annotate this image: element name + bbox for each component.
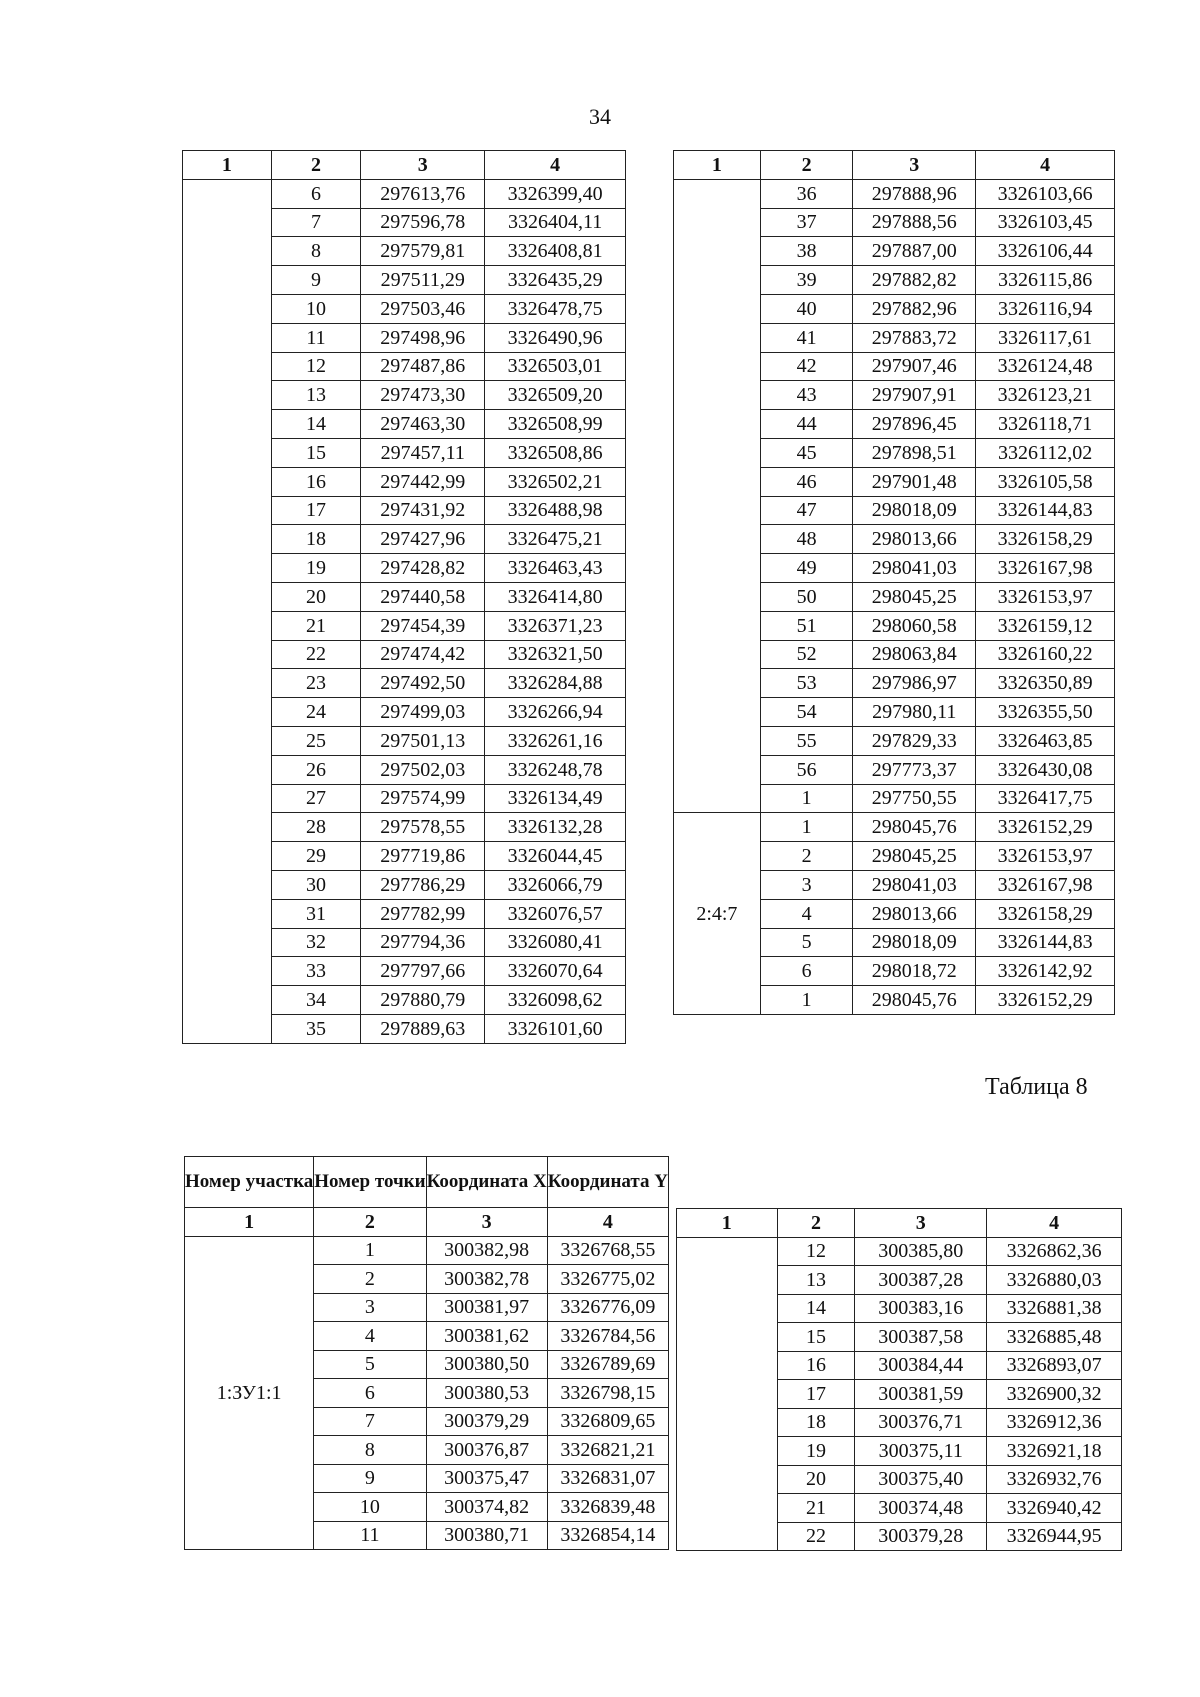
coordinates-table-bottom-right [676,1208,1122,1551]
point-number-cell: 21 [777,1494,855,1523]
coordinate-x-cell: 298018,09 [853,496,976,525]
point-number-cell: 14 [271,410,361,439]
coordinate-x-cell: 297786,29 [361,870,485,899]
point-number-cell: 10 [271,294,361,323]
coordinate-x-cell: 298045,76 [853,813,976,842]
coordinate-y-cell: 3326152,29 [976,986,1115,1015]
coordinate-y-cell: 3326784,56 [547,1322,668,1351]
coordinate-x-cell: 300381,59 [855,1380,987,1409]
table-body [183,179,626,1043]
table-row [183,179,626,208]
point-number-cell: 46 [760,467,853,496]
point-number-cell: 12 [777,1237,855,1266]
coordinate-x-cell: 297463,30 [361,410,485,439]
coordinate-y-cell: 3326080,41 [485,928,626,957]
coordinate-x-cell: 298018,72 [853,957,976,986]
point-number-cell: 11 [314,1521,426,1550]
coordinate-y-cell: 3326132,28 [485,813,626,842]
column-header: 1 [185,1208,314,1237]
point-number-cell: 6 [760,957,853,986]
coordinate-x-cell: 297473,30 [361,381,485,410]
coordinate-y-cell: 3326854,14 [547,1521,668,1550]
coordinate-x-cell: 300381,97 [426,1293,547,1322]
coordinate-x-cell: 297613,76 [361,179,485,208]
coordinate-x-cell: 300375,47 [426,1464,547,1493]
table-row [674,179,1115,208]
coordinate-y-cell: 3326809,65 [547,1407,668,1436]
coordinate-x-cell: 298060,58 [853,611,976,640]
coordinate-x-cell: 297487,86 [361,352,485,381]
coordinate-x-cell: 297887,00 [853,237,976,266]
point-number-cell: 1 [760,813,853,842]
point-number-cell: 43 [760,381,853,410]
coordinate-y-cell: 3326880,03 [987,1266,1122,1295]
point-number-cell: 22 [271,640,361,669]
coordinate-x-cell: 297986,97 [853,669,976,698]
coordinate-x-cell: 298045,25 [853,842,976,871]
point-number-cell: 9 [314,1464,426,1493]
coordinate-x-cell: 297829,33 [853,726,976,755]
point-number-cell: 15 [777,1323,855,1352]
table-row [185,1236,669,1265]
coordinate-y-cell: 3326478,75 [485,294,626,323]
point-number-cell: 7 [271,208,361,237]
point-number-cell: 52 [760,640,853,669]
point-number-cell: 3 [314,1293,426,1322]
coordinate-y-cell: 3326900,32 [987,1380,1122,1409]
coordinate-x-cell: 297511,29 [361,266,485,295]
coordinate-y-cell: 3326105,58 [976,467,1115,496]
point-number-cell: 4 [314,1322,426,1351]
coordinate-x-cell: 297492,50 [361,669,485,698]
point-number-cell: 55 [760,726,853,755]
coordinate-x-cell: 297574,99 [361,784,485,813]
point-number-cell: 8 [314,1436,426,1465]
column-header: 2 [271,151,361,180]
point-number-cell: 32 [271,928,361,957]
coordinate-y-cell: 3326167,98 [976,870,1115,899]
table-body [677,1237,1122,1551]
plot-number-cell [677,1237,778,1551]
coordinate-x-cell: 297442,99 [361,467,485,496]
point-number-cell: 13 [271,381,361,410]
point-number-cell: 53 [760,669,853,698]
coordinate-x-cell: 297578,55 [361,813,485,842]
table-body [185,1236,669,1550]
coordinate-y-cell: 3326152,29 [976,813,1115,842]
coordinate-y-cell: 3326101,60 [485,1014,626,1043]
coordinate-y-cell: 3326134,49 [485,784,626,813]
coordinate-x-cell: 297907,46 [853,352,976,381]
point-number-cell: 20 [271,582,361,611]
coordinate-y-cell: 3326768,55 [547,1236,668,1265]
coordinate-y-cell: 3326775,02 [547,1265,668,1294]
coordinate-x-cell: 298063,84 [853,640,976,669]
point-number-cell: 54 [760,698,853,727]
coordinate-x-cell: 297440,58 [361,582,485,611]
point-number-cell: 20 [777,1465,855,1494]
column-header: 3 [853,151,976,180]
point-number-cell: 27 [271,784,361,813]
coordinate-x-cell: 300383,16 [855,1294,987,1323]
column-header: 1 [677,1209,778,1238]
coordinate-x-cell: 300382,98 [426,1236,547,1265]
column-header: 2 [777,1209,855,1238]
coordinate-x-cell: 297880,79 [361,986,485,1015]
coordinate-x-cell: 297896,45 [853,410,976,439]
coordinate-x-cell: 300380,53 [426,1379,547,1408]
point-number-cell: 38 [760,237,853,266]
coordinate-x-cell: 300380,50 [426,1350,547,1379]
point-number-cell: 51 [760,611,853,640]
point-number-cell: 11 [271,323,361,352]
coordinate-y-cell: 3326321,50 [485,640,626,669]
coordinate-y-cell: 3326490,96 [485,323,626,352]
coordinate-y-cell: 3326435,29 [485,266,626,295]
point-number-cell: 1 [760,986,853,1015]
point-number-cell: 49 [760,554,853,583]
coordinate-x-cell: 297794,36 [361,928,485,957]
column-header: 4 [485,151,626,180]
coordinate-y-cell: 3326070,64 [485,957,626,986]
coordinate-x-cell: 297882,96 [853,294,976,323]
point-number-cell: 25 [271,726,361,755]
point-number-cell: 48 [760,525,853,554]
point-number-cell: 40 [760,294,853,323]
coordinate-x-cell: 297882,82 [853,266,976,295]
coordinate-x-cell: 297502,03 [361,755,485,784]
coordinate-x-cell: 300387,28 [855,1266,987,1295]
coordinate-y-cell: 3326404,11 [485,208,626,237]
coordinate-y-cell: 3326103,45 [976,208,1115,237]
coordinate-x-cell: 300374,82 [426,1493,547,1522]
point-number-cell: 17 [271,496,361,525]
column-title-point-number: Номер точки [314,1157,426,1208]
point-number-cell: 42 [760,352,853,381]
coordinate-x-cell: 300387,58 [855,1323,987,1352]
point-number-cell: 18 [777,1408,855,1437]
point-number-cell: 56 [760,755,853,784]
coordinate-x-cell: 298041,03 [853,554,976,583]
coordinate-y-cell: 3326124,48 [976,352,1115,381]
coordinate-x-cell: 297474,42 [361,640,485,669]
point-number-cell: 16 [777,1351,855,1380]
coordinate-y-cell: 3326117,61 [976,323,1115,352]
plot-number-cell [674,179,761,813]
coordinate-x-cell: 298013,66 [853,899,976,928]
coordinate-x-cell: 297883,72 [853,323,976,352]
coordinate-x-cell: 297457,11 [361,438,485,467]
coordinate-y-cell: 3326350,89 [976,669,1115,698]
coordinate-y-cell: 3326142,92 [976,957,1115,986]
page-number: 34 [589,104,611,129]
coordinate-y-cell: 3326112,02 [976,438,1115,467]
column-title-plot-number: Номер участка [185,1157,314,1208]
coordinate-y-cell: 3326862,36 [987,1237,1122,1266]
coordinate-x-cell: 300381,62 [426,1322,547,1351]
point-number-cell: 36 [760,179,853,208]
point-number-cell: 41 [760,323,853,352]
coordinate-x-cell: 300384,44 [855,1351,987,1380]
coordinate-y-cell: 3326417,75 [976,784,1115,813]
point-number-cell: 19 [777,1437,855,1466]
point-number-cell: 9 [271,266,361,295]
coordinate-y-cell: 3326921,18 [987,1437,1122,1466]
plot-number-cell: 1:ЗУ1:1 [185,1236,314,1550]
coordinate-x-cell: 297888,56 [853,208,976,237]
point-number-cell: 1 [314,1236,426,1265]
point-number-cell: 44 [760,410,853,439]
point-number-cell: 37 [760,208,853,237]
point-number-cell: 33 [271,957,361,986]
coordinate-x-cell: 297579,81 [361,237,485,266]
coordinate-y-cell: 3326261,16 [485,726,626,755]
point-number-cell: 1 [760,784,853,813]
coordinate-y-cell: 3326115,86 [976,266,1115,295]
coordinate-x-cell: 297503,46 [361,294,485,323]
coordinate-y-cell: 3326408,81 [485,237,626,266]
coordinate-x-cell: 298018,09 [853,928,976,957]
coordinate-y-cell: 3326116,94 [976,294,1115,323]
coordinate-x-cell: 297782,99 [361,899,485,928]
coordinate-y-cell: 3326508,86 [485,438,626,467]
coordinate-y-cell: 3326502,21 [485,467,626,496]
point-number-cell: 29 [271,842,361,871]
table-body [674,179,1115,813]
coordinate-y-cell: 3326463,43 [485,554,626,583]
coordinate-x-cell: 297750,55 [853,784,976,813]
coordinate-x-cell: 300376,71 [855,1408,987,1437]
point-number-cell: 30 [271,870,361,899]
column-title-coordinate-x: Координата X [426,1157,547,1208]
coordinate-x-cell: 297427,96 [361,525,485,554]
coordinate-y-cell: 3326144,83 [976,928,1115,957]
coordinate-y-cell: 3326284,88 [485,669,626,698]
coordinate-y-cell: 3326798,15 [547,1379,668,1408]
point-number-cell: 26 [271,755,361,784]
coordinate-x-cell: 297719,86 [361,842,485,871]
coordinate-x-cell: 297907,91 [853,381,976,410]
coordinate-y-cell: 3326399,40 [485,179,626,208]
plot-number-cell [183,179,272,1043]
coordinate-y-cell: 3326940,42 [987,1494,1122,1523]
coordinate-x-cell: 297980,11 [853,698,976,727]
point-number-cell: 22 [777,1522,855,1551]
point-number-cell: 16 [271,467,361,496]
column-header: 3 [855,1209,987,1238]
coordinate-x-cell: 297431,92 [361,496,485,525]
coordinate-x-cell: 300375,11 [855,1437,987,1466]
coordinate-x-cell: 300375,40 [855,1465,987,1494]
point-number-cell: 8 [271,237,361,266]
table-body [674,813,1115,1015]
coordinate-x-cell: 297898,51 [853,438,976,467]
point-number-cell: 5 [760,928,853,957]
table-row [674,813,1115,842]
coordinate-x-cell: 298041,03 [853,870,976,899]
coordinate-y-cell: 3326430,08 [976,755,1115,784]
point-number-cell: 12 [271,352,361,381]
point-number-cell: 18 [271,525,361,554]
coordinate-x-cell: 297773,37 [853,755,976,784]
coordinate-y-cell: 3326893,07 [987,1351,1122,1380]
coordinate-y-cell: 3326885,48 [987,1323,1122,1352]
coordinate-x-cell: 300380,71 [426,1521,547,1550]
point-number-cell: 24 [271,698,361,727]
point-number-cell: 50 [760,582,853,611]
coordinate-x-cell: 297428,82 [361,554,485,583]
point-number-cell: 2 [314,1265,426,1294]
coordinate-y-cell: 3326355,50 [976,698,1115,727]
table-caption: Таблица 8 [985,1074,1088,1100]
point-number-cell: 6 [271,179,361,208]
coordinate-x-cell: 298013,66 [853,525,976,554]
point-number-cell: 10 [314,1493,426,1522]
coordinates-table-top-right [673,150,1115,1015]
coordinate-y-cell: 3326098,62 [485,986,626,1015]
coordinate-y-cell: 3326106,44 [976,237,1115,266]
coordinate-x-cell: 300376,87 [426,1436,547,1465]
point-number-cell: 7 [314,1407,426,1436]
coordinate-y-cell: 3326248,78 [485,755,626,784]
column-header: 3 [426,1208,547,1237]
coordinate-y-cell: 3326776,09 [547,1293,668,1322]
point-number-cell: 14 [777,1294,855,1323]
column-header: 1 [674,151,761,180]
coordinate-y-cell: 3326508,99 [485,410,626,439]
coordinate-x-cell: 297888,96 [853,179,976,208]
coordinate-y-cell: 3326509,20 [485,381,626,410]
coordinate-y-cell: 3326839,48 [547,1493,668,1522]
coordinate-x-cell: 297596,78 [361,208,485,237]
point-number-cell: 47 [760,496,853,525]
point-number-cell: 15 [271,438,361,467]
coordinate-y-cell: 3326789,69 [547,1350,668,1379]
plot-number-cell: 2:4:7 [674,813,761,1015]
coordinate-y-cell: 3326266,94 [485,698,626,727]
point-number-cell: 28 [271,813,361,842]
coordinate-x-cell: 298045,76 [853,986,976,1015]
point-number-cell: 19 [271,554,361,583]
coordinate-y-cell: 3326076,57 [485,899,626,928]
coordinate-y-cell: 3326944,95 [987,1522,1122,1551]
column-header: 3 [361,151,485,180]
coordinate-y-cell: 3326167,98 [976,554,1115,583]
point-number-cell: 35 [271,1014,361,1043]
point-number-cell: 21 [271,611,361,640]
coordinate-x-cell: 300379,29 [426,1407,547,1436]
coordinate-y-cell: 3326159,12 [976,611,1115,640]
coordinate-x-cell: 300374,48 [855,1494,987,1523]
coordinate-y-cell: 3326160,22 [976,640,1115,669]
column-header: 4 [987,1209,1122,1238]
coordinate-y-cell: 3326144,83 [976,496,1115,525]
coordinate-y-cell: 3326821,21 [547,1436,668,1465]
coordinate-x-cell: 297454,39 [361,611,485,640]
coordinate-x-cell: 300385,80 [855,1237,987,1266]
point-number-cell: 2 [760,842,853,871]
coordinate-x-cell: 297889,63 [361,1014,485,1043]
point-number-cell: 4 [760,899,853,928]
column-header: 1 [183,151,272,180]
column-title-coordinate-y: Координата Y [547,1157,668,1208]
point-number-cell: 6 [314,1379,426,1408]
coordinate-y-cell: 3326881,38 [987,1294,1122,1323]
coordinate-x-cell: 297501,13 [361,726,485,755]
table-row [677,1237,1122,1266]
point-number-cell: 34 [271,986,361,1015]
column-header: 4 [547,1208,668,1237]
coordinate-y-cell: 3326103,66 [976,179,1115,208]
coordinate-y-cell: 3326153,97 [976,842,1115,871]
coordinate-y-cell: 3326118,71 [976,410,1115,439]
coordinate-x-cell: 300379,28 [855,1522,987,1551]
point-number-cell: 17 [777,1380,855,1409]
point-number-cell: 5 [314,1350,426,1379]
coordinate-x-cell: 300382,78 [426,1265,547,1294]
coordinate-y-cell: 3326488,98 [485,496,626,525]
coordinate-y-cell: 3326066,79 [485,870,626,899]
point-number-cell: 39 [760,266,853,295]
coordinate-y-cell: 3326123,21 [976,381,1115,410]
column-header: 2 [314,1208,426,1237]
coordinates-table-top-left [182,150,626,1044]
coordinate-y-cell: 3326932,76 [987,1465,1122,1494]
coordinate-y-cell: 3326475,21 [485,525,626,554]
point-number-cell: 45 [760,438,853,467]
column-header: 4 [976,151,1115,180]
coordinates-table-bottom-left [184,1156,669,1550]
point-number-cell: 13 [777,1266,855,1295]
coordinate-x-cell: 297901,48 [853,467,976,496]
coordinate-x-cell: 297498,96 [361,323,485,352]
coordinate-y-cell: 3326158,29 [976,525,1115,554]
coordinate-x-cell: 298045,25 [853,582,976,611]
coordinate-x-cell: 297499,03 [361,698,485,727]
point-number-cell: 23 [271,669,361,698]
coordinate-y-cell: 3326371,23 [485,611,626,640]
coordinate-y-cell: 3326044,45 [485,842,626,871]
coordinate-y-cell: 3326912,36 [987,1408,1122,1437]
point-number-cell: 31 [271,899,361,928]
coordinate-y-cell: 3326153,97 [976,582,1115,611]
coordinate-y-cell: 3326831,07 [547,1464,668,1493]
coordinate-y-cell: 3326503,01 [485,352,626,381]
coordinate-y-cell: 3326463,85 [976,726,1115,755]
coordinate-y-cell: 3326158,29 [976,899,1115,928]
point-number-cell: 3 [760,870,853,899]
coordinate-y-cell: 3326414,80 [485,582,626,611]
coordinate-x-cell: 297797,66 [361,957,485,986]
column-header: 2 [760,151,853,180]
